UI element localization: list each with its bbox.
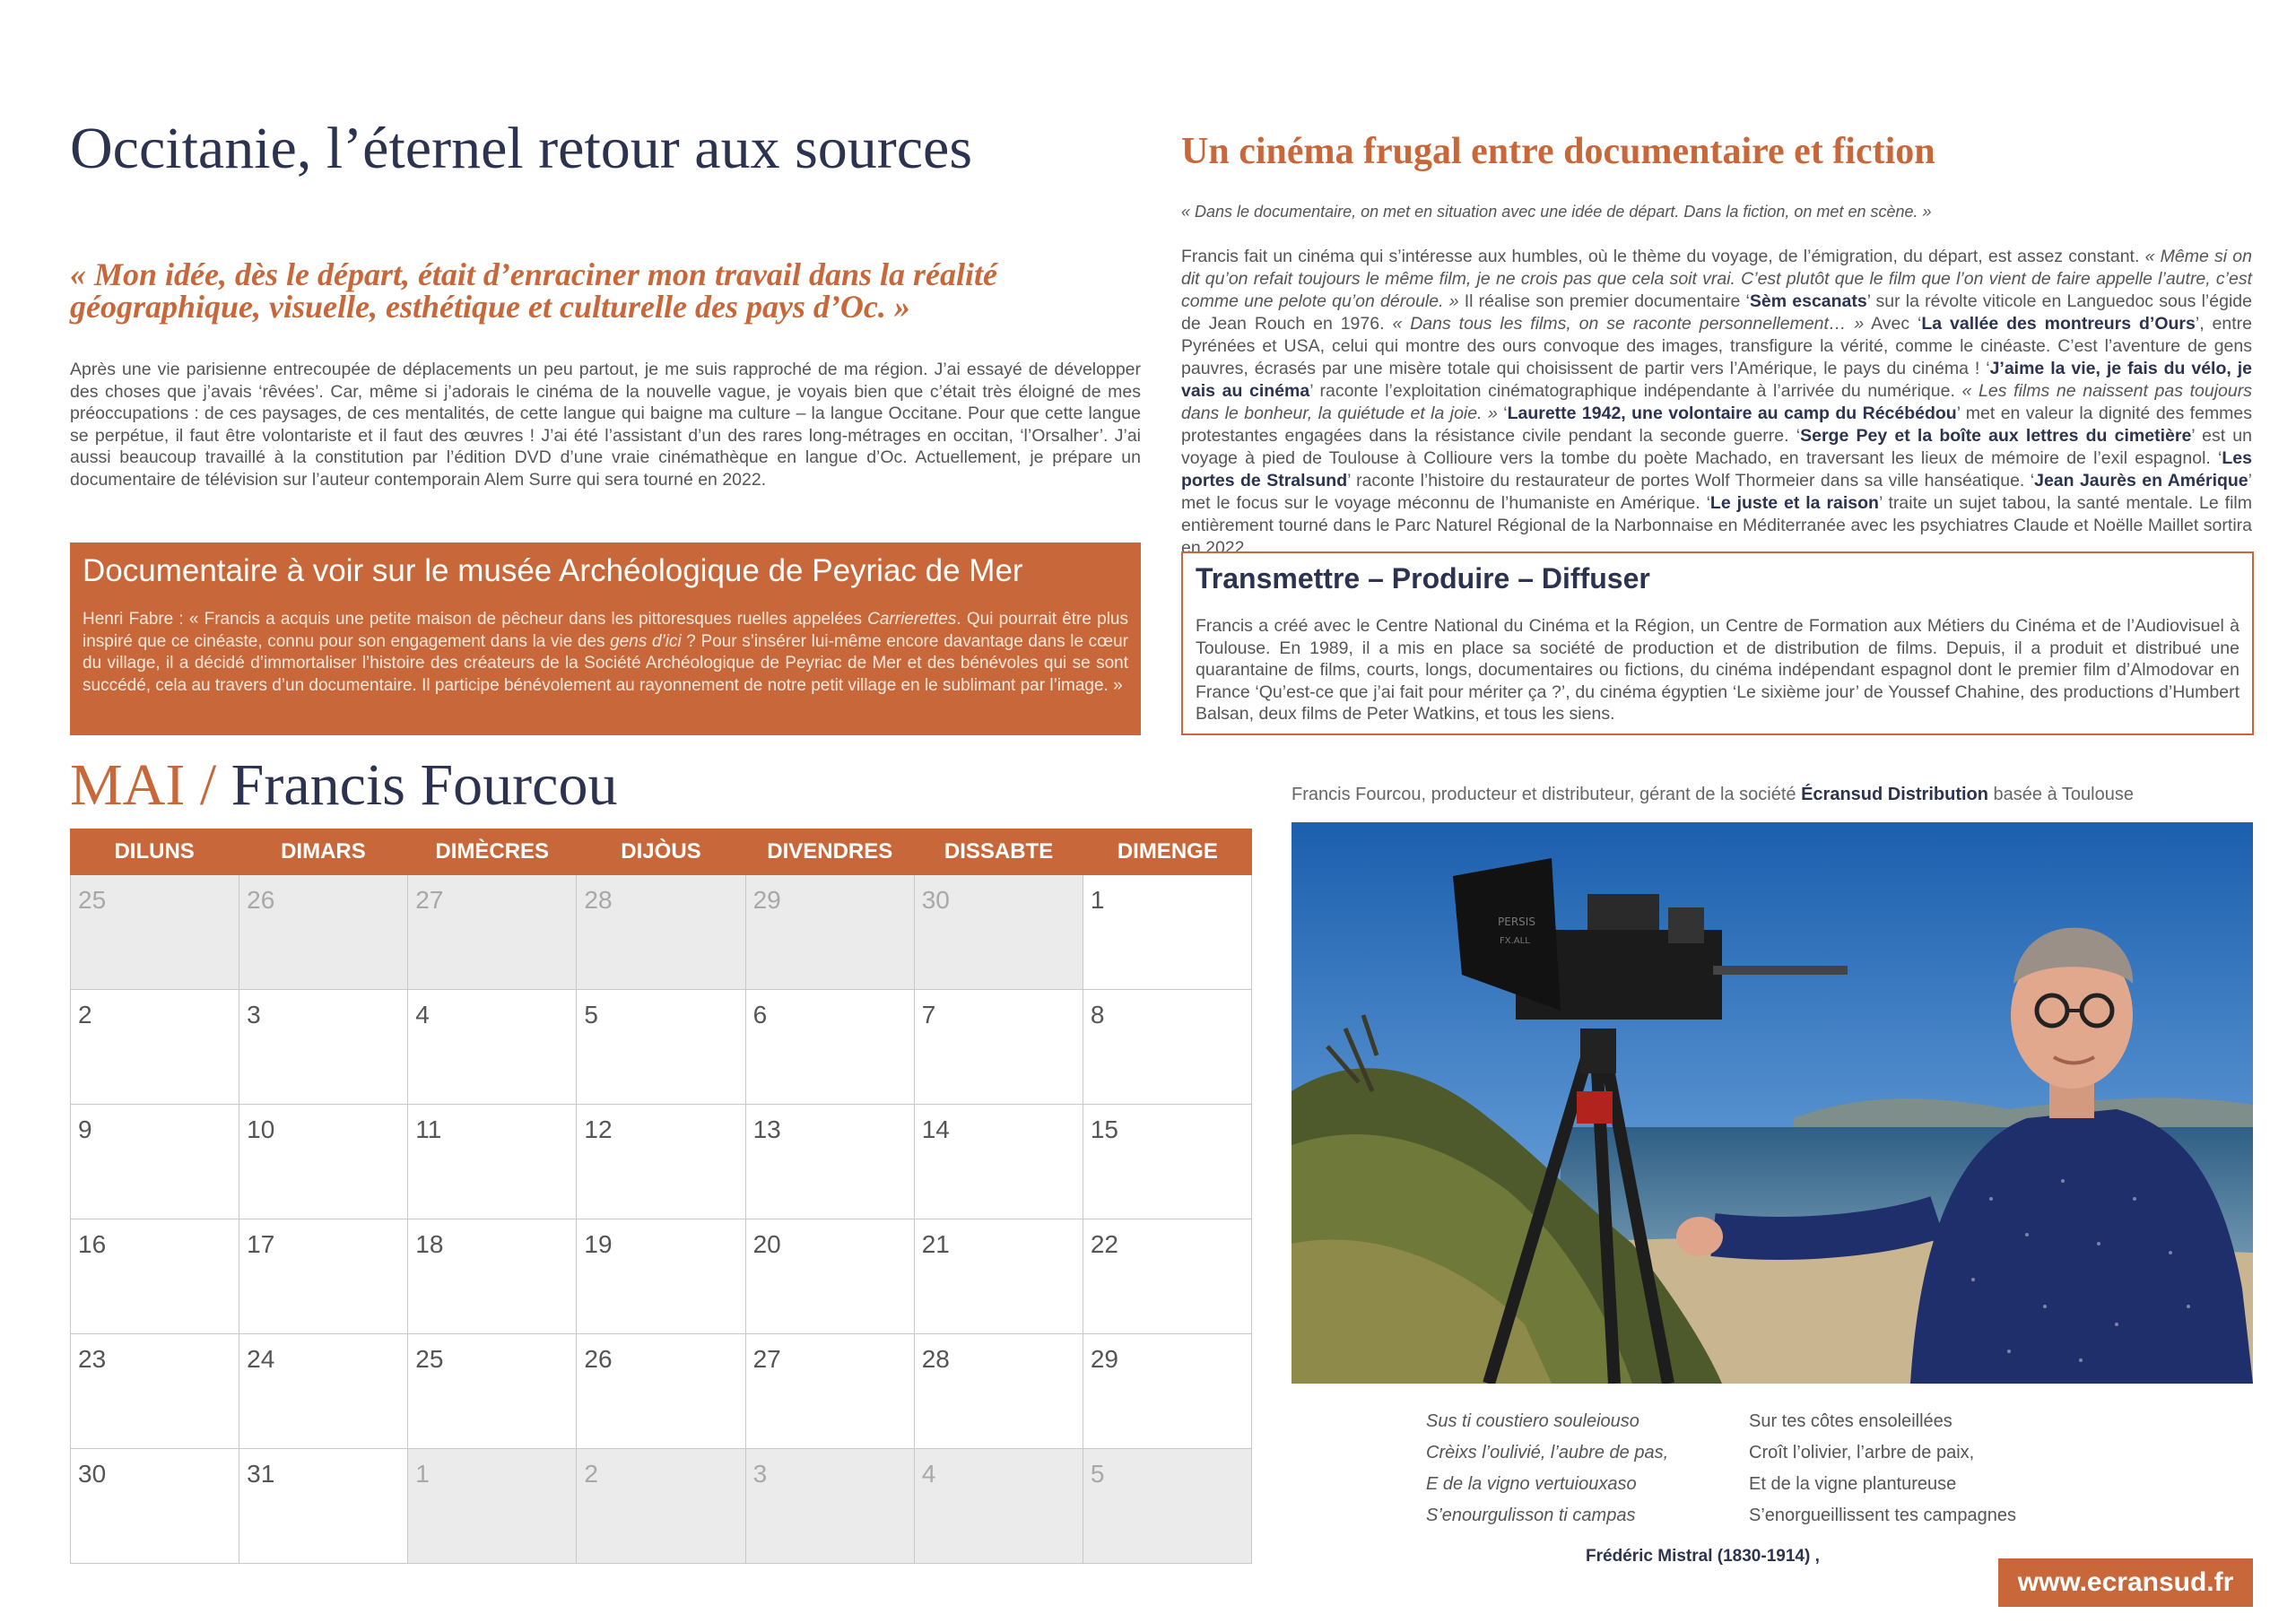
calendar-day[interactable]: 16 [70,1219,239,1334]
calendar-header [70,829,1252,875]
photo-caption: Francis Fourcou, producteur et distributeur, gérant de la société Écransud Distribution basée à Toulouse [1292,785,2134,804]
poem-author: Frédéric Mistral (1830-1914) , [1586,1547,1820,1566]
calendar-day-other-month[interactable]: 28 [577,875,745,990]
calendar-day-other-month[interactable]: 30 [915,875,1083,990]
calendar-day[interactable]: 14 [915,1105,1083,1219]
weekday-header: DIMÈCRES [435,839,550,864]
calendar-week-row [70,1219,1252,1334]
left-title: Occitanie, l’éternel retour aux sources [70,116,973,181]
person-name: Francis Fourcou [230,752,618,818]
calendar-day[interactable]: 3 [239,990,408,1105]
calendar-day[interactable]: 9 [70,1105,239,1219]
weekday-header: DIMARS [281,839,366,864]
weekday-header: DIMENGE [1117,839,1218,864]
calendar-day-other-month[interactable]: 3 [746,1449,915,1564]
documentary-box-title: Documentaire à voir sur le musée Archéologique de Peyriac de Mer [83,553,1023,588]
film-title: Sèm escanats [1749,291,1867,311]
film-title: J’aime la vie, je fais du vélo, je vais au cinéma [1181,359,2252,401]
calendar-week-row [70,990,1252,1105]
calendar-day[interactable]: 2 [70,990,239,1105]
weekday-header: DIVENDRES [767,839,893,864]
weekday-header: DIJÒUS [621,839,701,864]
weekday-header: DILUNS [114,839,195,864]
film-title: Laurette 1942, une volontaire au camp du Récébédou [1507,404,1957,423]
calendar-day[interactable]: 23 [70,1334,239,1449]
calendar-day-other-month[interactable]: 2 [577,1449,745,1564]
calendar-day[interactable]: 24 [239,1334,408,1449]
right-title: Un cinéma frugal entre documentaire et fiction [1181,131,1935,172]
calendar-day[interactable]: 29 [1083,1334,1252,1449]
poem-occitan: Sus ti coustiero souleiouso Crèixs l’oulivié, l’aubre de pas, E de la vigno vertuiouxaso S’enourgulisson ti campas [1426,1411,1669,1525]
calendar-day[interactable]: 31 [239,1449,408,1564]
calendar-day[interactable]: 1 [1083,875,1252,990]
calendar-day[interactable]: 5 [577,990,745,1105]
month-name: MAI [70,752,186,818]
pull-quote: « Mon idée, dès le départ, était d’enraciner mon travail dans la réalité géographique, visuelle, esthétique et culturelle des pays d’Oc. » [70,256,997,325]
calendar-day[interactable]: 4 [408,990,577,1105]
calendar-day[interactable]: 22 [1083,1219,1252,1334]
calendar-day[interactable]: 17 [239,1219,408,1334]
calendar-day-other-month[interactable]: 25 [70,875,239,990]
documentary-box [70,542,1141,735]
camera-label: PERSIS [1498,916,1535,928]
transmit-box-text: Francis a créé avec le Centre National du Cinéma et la Région, un Centre de Formation aux Métiers du Cinéma et de l’Audiovisuel à Toulouse. En 1989, il a mis en place sa société de production et de distribution de films. Depuis, il a produit et distribué une quarantaine de films, courts, longs, documentaires ou fictions, du cinéma indépendant espagnol dont le premier film d’Almodovar en France ‘Qu’est-ce que j’ai fait pour mériter ça ?’, du cinéma égyptien ‘Le sixième jour’ de Youssef Chahine, des productions d’Humbert Balsan, deux films de Peter Watkins, et tous les siens. [1196,616,2239,724]
calendar-day[interactable]: 12 [577,1105,745,1219]
calendar-week-row [70,1449,1252,1564]
calendar-day[interactable]: 10 [239,1105,408,1219]
calendar-day-other-month[interactable]: 4 [915,1449,1083,1564]
left-body-text: Après une vie parisienne entrecoupée de déplacements un peu partout, je me suis rapproché de ma région. J’ai essayé de développer des choses que j’avais ‘rêvées’. Car, même si j’adorais le cinéma de la nouvelle vague, je voyais bien que c’était très éloigné de mes préoccupations : de ces paysages, de ces mentalités, de cette langue qui baigne ma culture – la langue Occitane. Pour que cette langue se perpétue, il faut être volontariste et il faut des œuvres ! J’ai été l’assistant d’un des rares long-métrages en occitan, ‘l’Orsalher’. J’ai aussi beaucoup travaillé à la constitution par l’édition DVD d’une vraie cinémathèque en langue d’Oc. Actuellement, je prépare un documentaire de télévision sur l’auteur contemporain Alem Surre qui sera tourné en 2022. [70,360,1141,490]
calendar-day[interactable]: 6 [746,990,915,1105]
calendar-week-row [70,1105,1252,1219]
calendar-day[interactable]: 30 [70,1449,239,1564]
portrait-photo [1292,822,2253,1384]
weekday-header: DISSABTE [944,839,1054,864]
calendar-day[interactable]: 20 [746,1219,915,1334]
website-link[interactable]: www.ecransud.fr [1998,1558,2253,1607]
calendar-day[interactable]: 18 [408,1219,577,1334]
film-title: Jean Jaurès en Amérique [2034,471,2248,490]
calendar-day-other-month[interactable]: 29 [746,875,915,990]
calendar-day[interactable]: 27 [746,1334,915,1449]
film-title: Serge Pey et la boîte aux lettres du cimetière [1800,426,2192,446]
calendar-day[interactable]: 25 [408,1334,577,1449]
documentary-box-text: Henri Fabre : « Francis a acquis une petite maison de pêcheur dans les pittoresques ruelles appelées Carrierettes. Qui pourrait être plus inspiré que ce cinéaste, connu pour son engagement dans la vie des gens d’ici ? Pour s’insérer lui-même encore davantage dans le cœur du village, il a décidé d’immortaliser l’histoire des créateurs de la Société Archéologique de Peyriac de Mer et des bénévoles qui se sont succédé, cela au travers d’un documentaire. Il participe bénévolement au rayonnement de notre petit village en le sublimant par l’image. » [83,610,1128,695]
calendar-day[interactable]: 28 [915,1334,1083,1449]
calendar-grid [70,829,1252,1564]
film-title: Les portes de Stralsund [1181,448,2252,490]
camera-label: FX.ALL [1500,936,1530,946]
calendar-day-other-month[interactable]: 26 [239,875,408,990]
poem-french: Sur tes côtes ensoleillées Croît l’olivier, l’arbre de paix, Et de la vigne plantureuse S’enorgueillissent tes campagnes [1749,1411,2016,1525]
calendar-day[interactable]: 21 [915,1219,1083,1334]
calendar-day-other-month[interactable]: 27 [408,875,577,990]
calendar-day[interactable]: 8 [1083,990,1252,1105]
calendar-title: MAI / Francis Fourcou [70,752,618,818]
calendar-day[interactable]: 15 [1083,1105,1252,1219]
calendar-week-row [70,875,1252,990]
calendar-day[interactable]: 19 [577,1219,745,1334]
calendar-week-row [70,1334,1252,1449]
calendar-day[interactable]: 7 [915,990,1083,1105]
transmit-box-title: Transmettre – Produire – Diffuser [1196,562,1650,595]
right-subtitle-quote: « Dans le documentaire, on met en situation avec une idée de départ. Dans la fiction, on met en scène. » [1181,203,1932,221]
photo-illustration [1292,822,2253,1384]
calendar-day[interactable]: 26 [577,1334,745,1449]
transmit-box [1181,551,2254,735]
film-title: Le juste et la raison [1709,493,1879,513]
calendar-day[interactable]: 11 [408,1105,577,1219]
calendar-day-other-month[interactable]: 5 [1083,1449,1252,1564]
calendar-body [70,875,1252,1564]
film-title: La vallée des montreurs d’Ours [1921,314,2196,334]
right-body-text: Francis fait un cinéma qui s’intéresse aux humbles, où le thème du voyage, de l’émigration, du départ, est assez constant. « Même si on dit qu’on refait toujours le même film, je ne crois pas que cela soit vrai. C’est plutôt que le film que l’on vient de faire appelle l’autre, c’est comme une pelote qu’on déroule. » Il réalise son premier documentaire ‘Sèm escanats’ sur la révolte viticole en Languedoc sous l’égide de Jean Rouch en 1976. « Dans tous les films, on se raconte personnellement… » Avec ‘La vallée des montreurs d’Ours’, entre Pyrénées et USA, celui qui montre des ours convoque des images, transfigure la vérité, comme le cinéaste. C’est l’aventure de gens pauvres, écrasés par une misère totale qui choisissent de partir vers l’Amérique, le pays du cinéma ! ‘J’aime la vie, je fais du vélo, je vais au cinéma’ raconte l’exploitation cinématographique indépendante à l’arrivée du numérique. « Les films ne naissent pas toujours dans le bonheur, la quiétude et la joie. » ‘Laurette 1942, une volontaire au camp du Récébédou’ met en valeur la dignité des femmes protestantes engagées dans la résistance civile pendant la seconde guerre. ‘Serge Pey et la boîte aux lettres du cimetière’ est un voyage à pied de Toulouse à Collioure vers la tombe du poète Machado, en traversant les lieux de mémoire de l’exil espagnol. ‘Les portes de Stralsund’ raconte l’histoire du restaurateur de portes Wolf Thormeier dans sa ville hanséatique. ‘Jean Jaurès en Amérique’ met le focus sur le voyage méconnu de l’humaniste en Amérique. ‘Le juste et la raison’ traite un sujet tabou, la santé mentale. Le film entièrement tourné dans le Parc Naturel Régional de la Narbonnaise en Méditerranée avec les psychiatres Claude et Noëlle Maillet sortira en 2022. [1181,247,2253,558]
calendar-day[interactable]: 13 [746,1105,915,1219]
calendar-day-other-month[interactable]: 1 [408,1449,577,1564]
